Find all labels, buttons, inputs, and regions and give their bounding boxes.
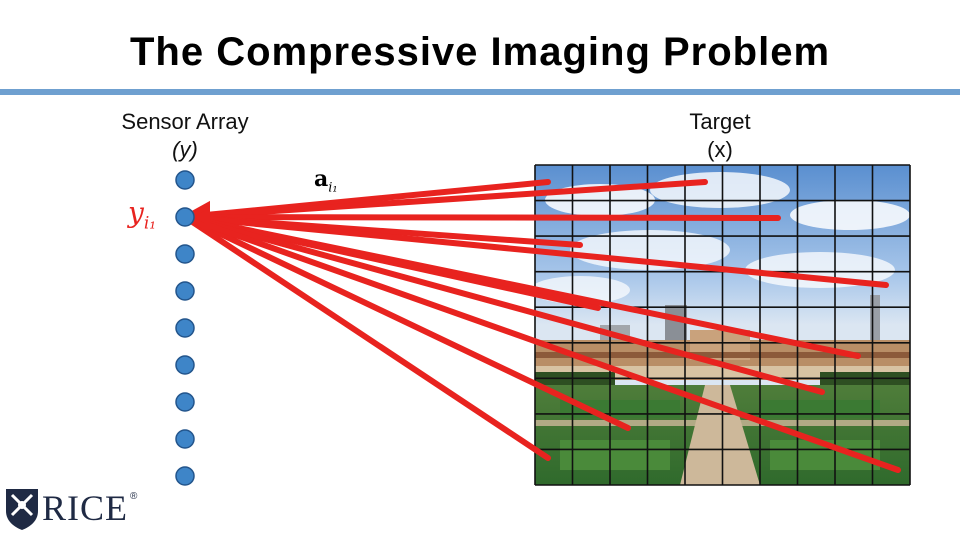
rice-registered-mark: ® — [130, 491, 138, 502]
target-label-text: Target — [689, 109, 751, 134]
sensor-array-label-text: Sensor Array — [121, 109, 249, 134]
sensor-dot — [176, 356, 194, 374]
rice-shield-icon — [2, 485, 42, 531]
y-symbol-letter: y — [128, 196, 144, 229]
rice-logo — [2, 485, 142, 533]
a-symbol-letter: a — [314, 166, 329, 192]
sensor-dot — [176, 393, 194, 411]
a-symbol-subscript: i₁ — [328, 180, 338, 196]
sensor-dot — [176, 208, 194, 226]
sensor-dot — [176, 467, 194, 485]
y-symbol — [128, 196, 156, 234]
a-symbol — [314, 166, 338, 195]
sensor-array — [176, 171, 194, 485]
sensor-dot — [176, 245, 194, 263]
target-label-symbol: (x) — [707, 137, 733, 162]
sensor-dot — [176, 319, 194, 337]
rice-logo-text: RICE — [42, 488, 129, 528]
slide-title: The Compressive Imaging Problem — [129, 30, 831, 74]
y-symbol-subscript: i₁ — [143, 213, 157, 234]
sensor-dot — [176, 430, 194, 448]
measurement-ray — [185, 217, 778, 218]
sensor-dot — [176, 282, 194, 300]
sensor-array-symbol: (y) — [172, 137, 198, 162]
sensor-dot — [176, 171, 194, 189]
